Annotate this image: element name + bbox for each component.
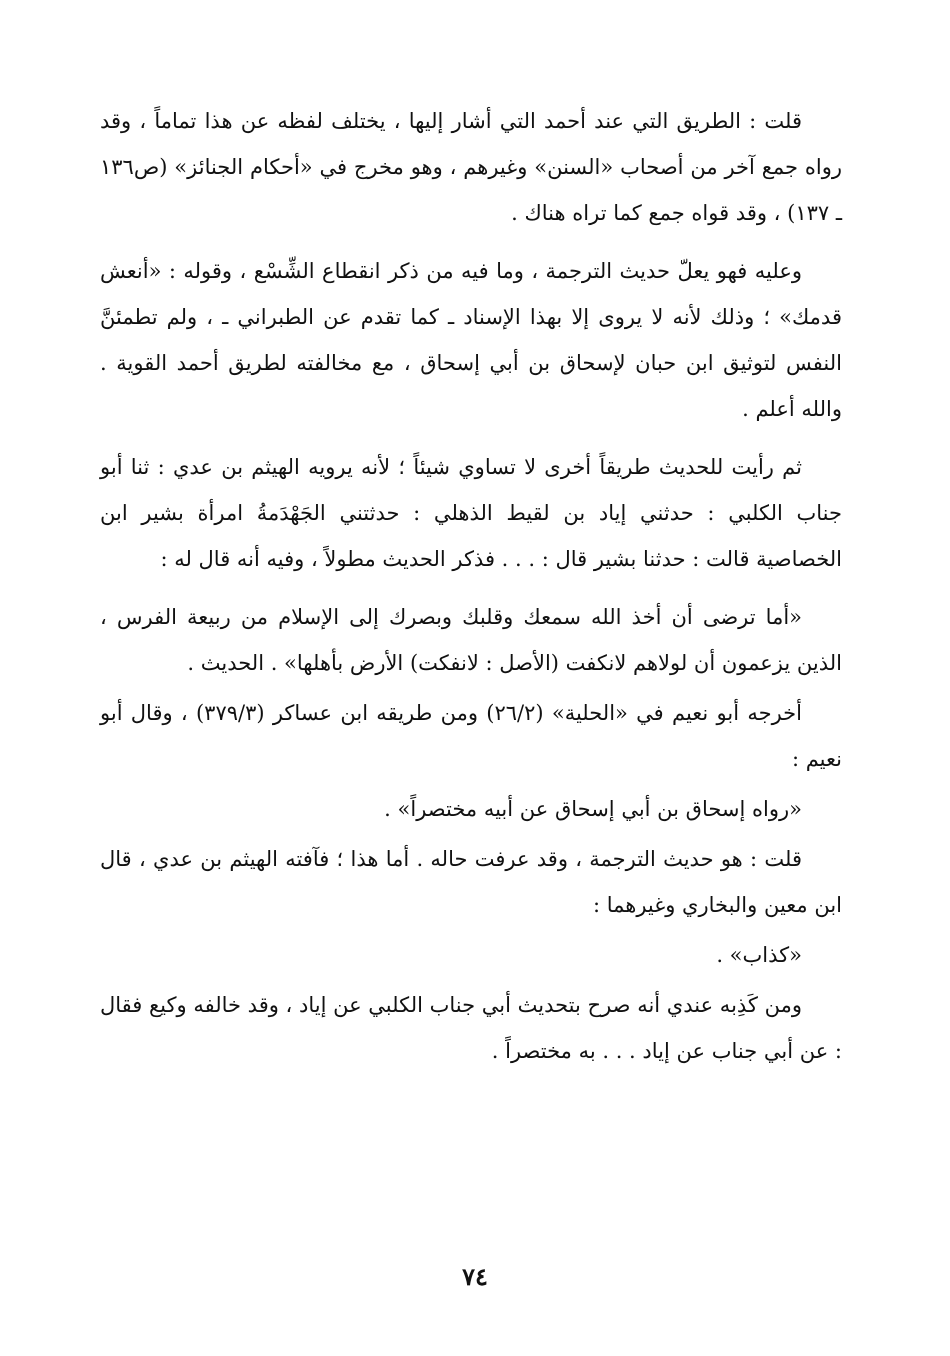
page-number: ٧٤: [462, 1262, 488, 1291]
paragraph-4-quote: «أما ترضى أن أخذ الله سمعك وقلبك وبصرك إلى الإسلام من ربيعة الفرس ، الذين يزعمون أن لولاهم لانكفت (الأصل : لانفكت) الأرض بأهلها» . الحديث .: [100, 605, 842, 675]
paragraph-1: قلت : الطريق التي عند أحمد التي أشار إليها ، يختلف لفظه عن هذا تماماً ، وقد رواه جمع آخر من أصحاب «السنن» وغيرهم ، وهو مخرج في «أحكام الجنائز» (ص١٣٦ ـ ١٣٧) ، وقد قواه جمع كما تراه هناك .: [100, 109, 842, 225]
paragraph-6-quote: «رواه إسحاق بن أبي إسحاق عن أبيه مختصراً» .: [384, 797, 802, 821]
paragraph-3: ثم رأيت للحديث طريقاً أخرى لا تساوي شيئاً ؛ لأنه يرويه الهيثم بن عدي : ثنا أبو جناب الكلبي : حدثني إياد بن لقيط الذهلي : حدثتني الجَهْدَمةُ امرأة بشير ابن الخصاصية قالت : حدثنا بشير قال : . . . فذكر الحديث مطولاً ، وفيه أنه قال له :: [100, 455, 842, 571]
paragraph-9: ومن كَذِبه عندي أنه صرح بتحديث أبي جناب الكلبي عن إياد ، وقد خالفه وكيع فقال : عن أبي جناب عن إياد . . . به مختصراً .: [100, 993, 842, 1063]
paragraph-2: وعليه فهو يعلّ حديث الترجمة ، وما فيه من ذكر انقطاع الشِّسْع ، وقوله : «أنعش قدمك» ؛ وذلك لأنه لا يروى إلا بهذا الإسناد ـ كما تقدم عن الطبراني ـ ، ولم تطمئنَّ النفس لتوثيق ابن حبان لإسحاق بن أبي إسحاق ، مع مخالفته لطريق أحمد القوية . والله أعلم .: [100, 259, 842, 421]
paragraph-7: قلت : هو حديث الترجمة ، وقد عرفت حاله . أما هذا ؛ فآفته الهيثم بن عدي ، قال ابن معين والبخاري وغيرهما :: [100, 847, 842, 917]
paragraph-8-quote: «كذاب» .: [716, 943, 802, 967]
page-body-text: [100, 98, 842, 1074]
paragraph-5: أخرجه أبو نعيم في «الحلية» (٢٦/٢) ومن طريقه ابن عساكر (٣٧٩/٣) ، وقال أبو نعيم :: [100, 701, 842, 771]
